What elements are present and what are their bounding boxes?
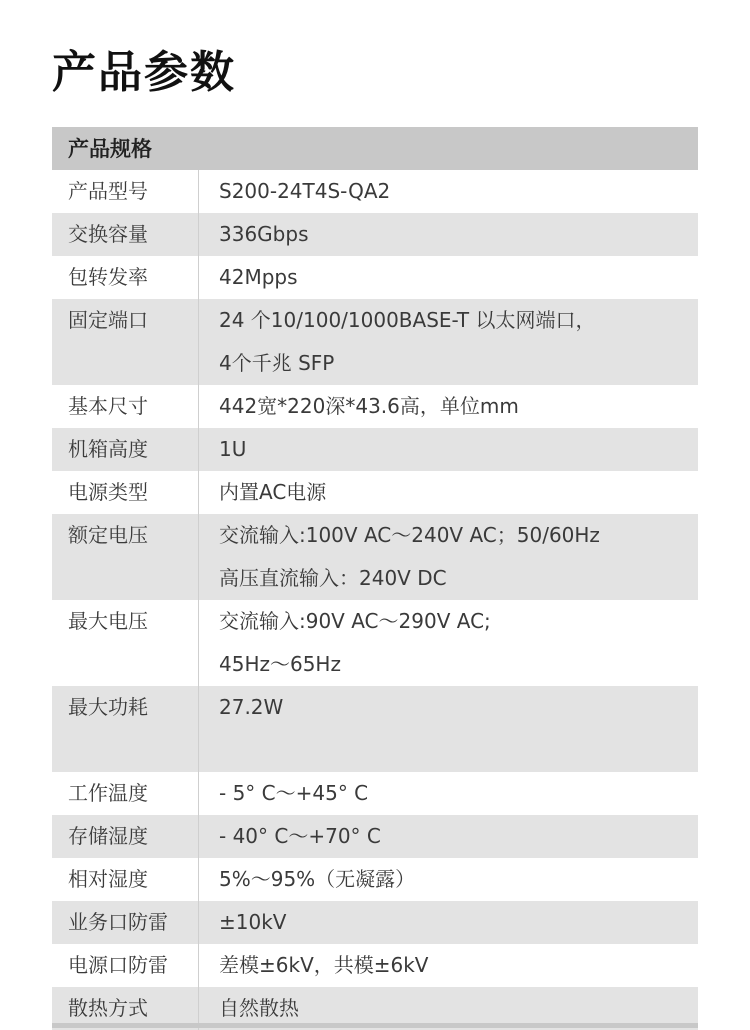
spec-label: 散热方式	[52, 987, 199, 1030]
spec-row	[52, 428, 698, 471]
spec-value-line: 1U	[219, 437, 247, 461]
spec-value-line: 42Mpps	[219, 265, 298, 289]
spec-value-line: S200-24T4S-QA2	[219, 179, 391, 203]
section-header: 产品规格	[52, 127, 698, 170]
spec-row	[52, 170, 698, 213]
spec-value-line: 27.2W	[219, 695, 284, 719]
spec-label: 存储湿度	[52, 815, 199, 858]
spec-value	[199, 901, 286, 944]
spec-value	[199, 299, 596, 385]
spec-value	[199, 256, 298, 299]
spec-label: 工作温度	[52, 772, 199, 815]
spec-value-line: 交流输入:90V AC～290V AC;	[219, 609, 491, 633]
spec-value-line: 5%～95%（无凝露）	[219, 867, 416, 891]
table-bottom-bar	[52, 1023, 698, 1028]
spec-row	[52, 385, 698, 428]
spec-value	[199, 686, 283, 772]
spec-value-line: - 40° C～+70° C	[219, 824, 381, 848]
spec-value	[199, 858, 415, 901]
page-title: 产品参数	[52, 47, 236, 98]
spec-row	[52, 256, 698, 299]
spec-value	[199, 170, 390, 213]
spec-value-line: 交流输入:100V AC～240V AC；50/60Hz	[219, 523, 600, 547]
spec-value	[199, 815, 381, 858]
spec-value-line	[219, 729, 283, 772]
spec-table	[52, 127, 698, 1030]
spec-label: 最大电压	[52, 600, 199, 686]
spec-value-line: 45Hz～65Hz	[219, 652, 341, 676]
spec-row	[52, 686, 698, 772]
spec-value-line: - 5° C～+45° C	[219, 781, 369, 805]
spec-label: 交换容量	[52, 213, 199, 256]
spec-label: 产品型号	[52, 170, 199, 213]
spec-rows	[52, 170, 698, 1030]
spec-label: 电源口防雷	[52, 944, 199, 987]
spec-value	[199, 471, 326, 514]
spec-value	[199, 213, 308, 256]
spec-value-line: 高压直流输入：240V DC	[219, 566, 447, 590]
spec-row	[52, 299, 698, 385]
spec-value	[199, 600, 491, 686]
spec-label: 业务口防雷	[52, 901, 199, 944]
spec-value-line: ±10kV	[219, 910, 287, 934]
spec-row	[52, 600, 698, 686]
spec-value-line: 336Gbps	[219, 222, 309, 246]
spec-value	[199, 428, 246, 471]
spec-label: 相对湿度	[52, 858, 199, 901]
spec-label: 额定电压	[52, 514, 199, 600]
spec-label: 机箱高度	[52, 428, 199, 471]
spec-label: 基本尺寸	[52, 385, 199, 428]
spec-value	[199, 514, 600, 600]
spec-label: 电源类型	[52, 471, 199, 514]
spec-value	[199, 385, 519, 428]
spec-value-line: 4个千兆 SFP	[219, 351, 335, 375]
spec-value-line: 24 个10/100/1000BASE-T 以太网端口，	[219, 308, 596, 332]
spec-row	[52, 815, 698, 858]
spec-row	[52, 944, 698, 987]
spec-value-line: 442宽*220深*43.6高，单位mm	[219, 394, 519, 418]
spec-label: 固定端口	[52, 299, 199, 385]
spec-value	[199, 772, 368, 815]
spec-value-line: 差模±6kV，共模±6kV	[219, 953, 429, 977]
spec-row	[52, 772, 698, 815]
spec-value	[199, 944, 429, 987]
spec-value-line: 自然散热	[219, 996, 299, 1020]
spec-row	[52, 471, 698, 514]
spec-value-line: 内置AC电源	[219, 480, 327, 504]
spec-row	[52, 858, 698, 901]
spec-row	[52, 514, 698, 600]
spec-row	[52, 213, 698, 256]
spec-label: 最大功耗	[52, 686, 199, 772]
spec-label: 包转发率	[52, 256, 199, 299]
spec-row	[52, 901, 698, 944]
